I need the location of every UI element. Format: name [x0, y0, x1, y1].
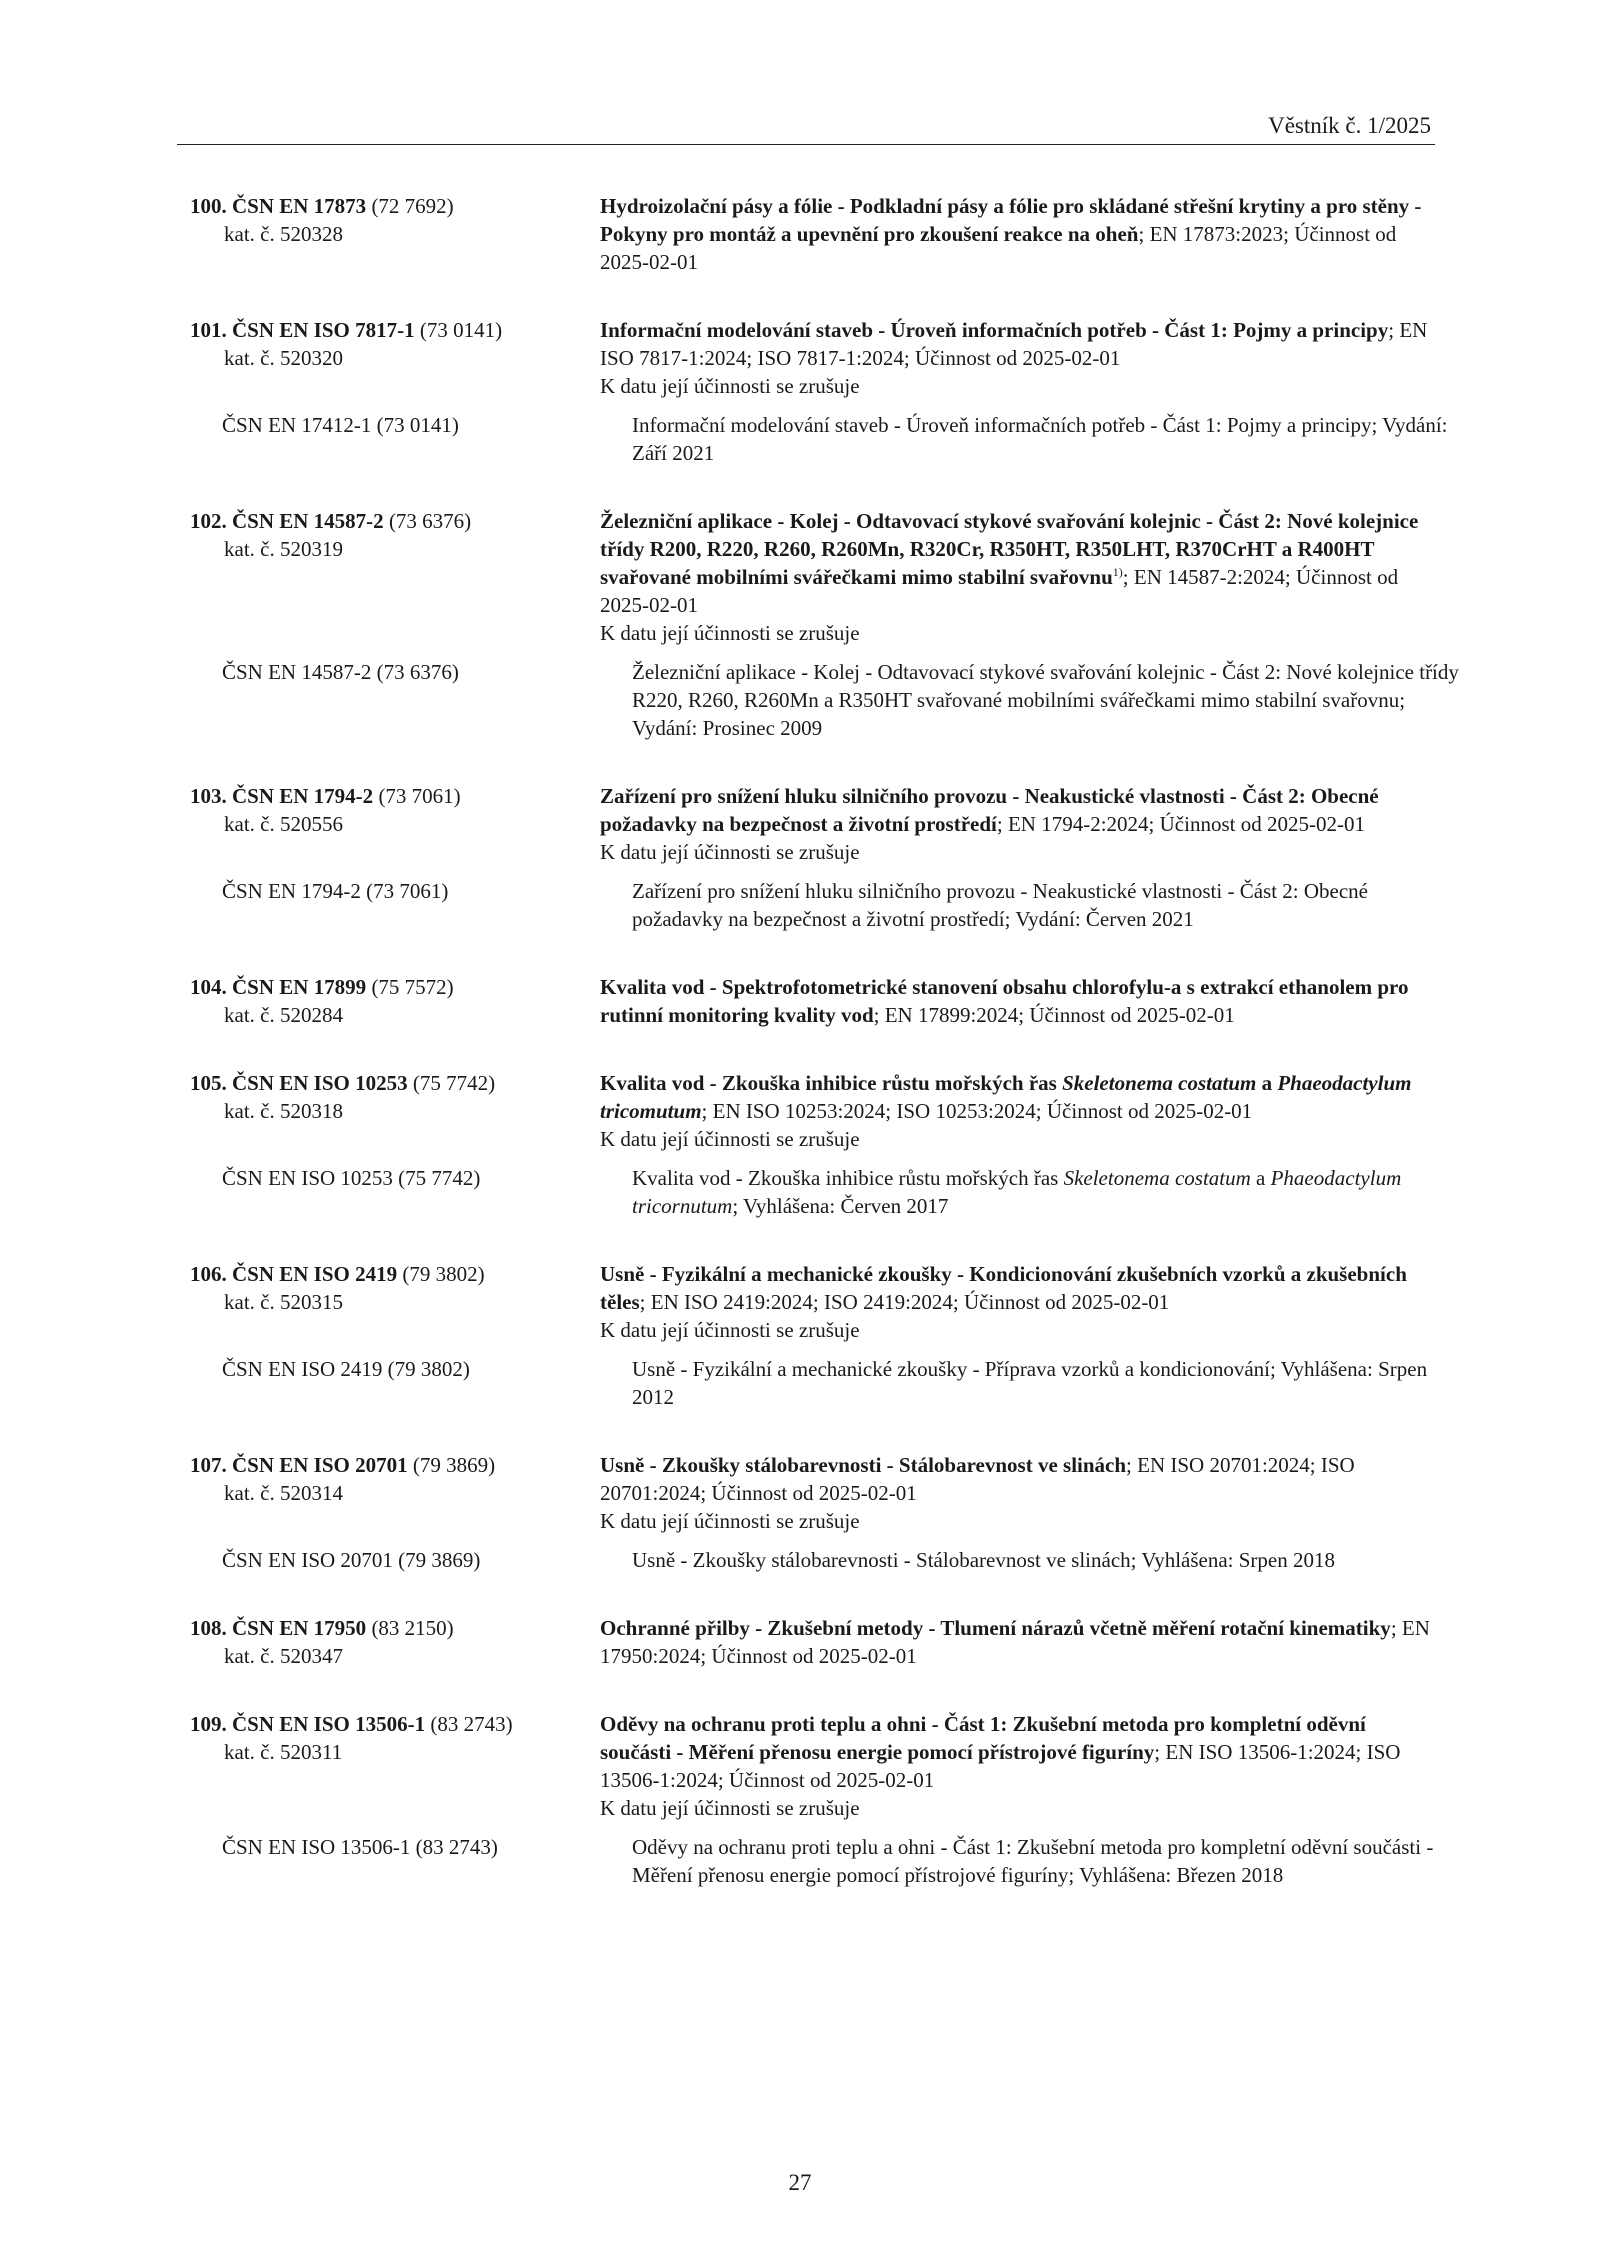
- text-part: ; Vyhlášena: Červen 2017: [732, 1194, 949, 1218]
- standard-entry-100: [0, 192, 1600, 276]
- replaced-code: ČSN EN 14587-2 (73 6376): [222, 660, 459, 684]
- species-name: Skeletonema costatum: [1062, 1071, 1257, 1095]
- standard-details: ; EN ISO 13506-1:2024; ISO 13506-1:2024; Účinnost od 2025-02-01: [600, 1740, 1401, 1792]
- cancellation-note: K datu její účinnosti se zrušuje: [600, 1509, 860, 1533]
- replaced-text: Oděvy na ochranu proti teplu a ohni - Část 1: Zkušební metoda pro kompletní oděvní součásti - Měření přenosu energie pomocí přístrojové figuríny; Vyhlášena: Březen 2018: [632, 1835, 1434, 1887]
- footnote-mark: 1): [1112, 565, 1123, 579]
- entry-number: 103.: [190, 784, 227, 808]
- standard-code: ČSN EN 14587-2: [232, 509, 384, 533]
- replaced-code: ČSN EN ISO 2419 (79 3802): [222, 1357, 470, 1381]
- standard-entry-102: [0, 507, 1600, 742]
- standard-code: ČSN EN 17899: [232, 975, 367, 999]
- standard-details: ; EN 17950:2024; Účinnost od 2025-02-01: [600, 1616, 1430, 1668]
- cancellation-note: K datu její účinnosti se zrušuje: [600, 1318, 860, 1342]
- standard-entry-103: [0, 782, 1600, 933]
- standard-code: ČSN EN ISO 13506-1: [232, 1712, 426, 1736]
- replaced-standard: [0, 1355, 1600, 1411]
- standard-entry-105: [0, 1069, 1600, 1220]
- cancellation-note: K datu její účinnosti se zrušuje: [600, 374, 860, 398]
- catalog-number: kat. č. 520320: [224, 346, 343, 370]
- standard-details: ; EN ISO 10253:2024; ISO 10253:2024; Účinnost od 2025-02-01: [701, 1099, 1253, 1123]
- standard-title: Ochranné přilby - Zkušební metody - Tlumení nárazů včetně měření rotační kinematiky: [600, 1616, 1391, 1640]
- replaced-standard: [0, 411, 1600, 467]
- journal-title: Věstník č. 1/2025: [1268, 113, 1431, 138]
- standard-title: Hydroizolační pásy a fólie - Podkladní pásy a fólie pro skládané střešní krytiny a pro stěny - Pokyny pro montáž a upevnění pro zkoušení reakce na oheň: [600, 194, 1422, 246]
- standard-code: ČSN EN ISO 2419: [232, 1262, 398, 1286]
- replaced-text: Zařízení pro snížení hluku silničního provozu - Neakustické vlastnosti - Část 2: Obecné požadavky na bezpečnost a životní prostředí; Vydání: Červen 2021: [632, 879, 1368, 931]
- catalog-number: kat. č. 520315: [224, 1290, 343, 1314]
- replaced-code: ČSN EN 1794-2 (73 7061): [222, 879, 449, 903]
- standard-entry-101: [0, 316, 1600, 467]
- standard-entry-108: [0, 1614, 1600, 1670]
- standard-title: Informační modelování staveb - Úroveň informačních potřeb - Část 1: Pojmy a principy: [600, 318, 1389, 342]
- catalog-number: kat. č. 520319: [224, 537, 343, 561]
- standard-title: Kvalita vod - Spektrofotometrické stanovení obsahu chlorofylu-a s extrakcí ethanolem pro rutinní monitoring kvality vod: [600, 975, 1409, 1027]
- text-part: a: [1250, 1166, 1271, 1190]
- standard-code: ČSN EN ISO 10253: [232, 1071, 408, 1095]
- entry-number: 107.: [190, 1453, 227, 1477]
- standard-code: ČSN EN ISO 20701: [232, 1453, 408, 1477]
- standard-details: ; EN 17873:2023; Účinnost od 2025-02-01: [600, 222, 1397, 274]
- replaced-standard: [0, 877, 1600, 933]
- standard-code: ČSN EN 17873: [232, 194, 367, 218]
- standard-details: ; EN ISO 7817-1:2024; ISO 7817-1:2024; Účinnost od 2025-02-01: [600, 318, 1428, 370]
- classification-code: (83 2743): [430, 1712, 513, 1736]
- catalog-number: kat. č. 520347: [224, 1644, 343, 1668]
- species-name: Phaeodactylum tricornutum: [632, 1166, 1402, 1218]
- replaced-standard: [0, 1546, 1600, 1574]
- standard-code: ČSN EN 17950: [232, 1616, 367, 1640]
- replaced-text: Informační modelování staveb - Úroveň informačních potřeb - Část 1: Pojmy a principy; Vydání: Září 2021: [632, 413, 1448, 465]
- replaced-code: ČSN EN ISO 20701 (79 3869): [222, 1548, 481, 1572]
- replaced-code: ČSN EN 17412-1 (73 0141): [222, 413, 459, 437]
- standards-list: [0, 192, 1600, 1889]
- species-name: Phaeodactylum tricomutum: [600, 1071, 1412, 1123]
- replaced-text: [632, 1164, 1462, 1220]
- standard-title: Oděvy na ochranu proti teplu a ohni - Část 1: Zkušební metoda pro kompletní oděvní součásti - Měření přenosu energie pomocí přístrojové figuríny: [600, 1712, 1366, 1764]
- standard-entry-107: [0, 1451, 1600, 1574]
- cancellation-note: K datu její účinnosti se zrušuje: [600, 1127, 860, 1151]
- classification-code: (73 6376): [388, 509, 472, 533]
- catalog-number: kat. č. 520311: [224, 1740, 343, 1764]
- standard-details: ; EN 14587-2:2024; Účinnost od 2025-02-01: [600, 565, 1399, 617]
- standard-entry-104: [0, 973, 1600, 1029]
- standard-title: Usně - Zkoušky stálobarevnosti - Stálobarevnost ve slinách: [600, 1453, 1127, 1477]
- catalog-number: kat. č. 520284: [224, 1003, 343, 1027]
- standard-code: ČSN EN 1794-2: [232, 784, 374, 808]
- entry-number: 106.: [190, 1262, 227, 1286]
- classification-code: (73 0141): [419, 318, 503, 342]
- standard-title: Usně - Fyzikální a mechanické zkoušky - Kondicionování zkušebních vzorků a zkušebních těles: [600, 1262, 1407, 1314]
- standard-details: ; EN ISO 2419:2024; ISO 2419:2024; Účinnost od 2025-02-01: [639, 1290, 1170, 1314]
- catalog-number: kat. č. 520556: [224, 812, 343, 836]
- catalog-number: kat. č. 520314: [224, 1481, 343, 1505]
- classification-code: (73 7061): [378, 784, 461, 808]
- entry-number: 101.: [190, 318, 227, 342]
- entry-number: 108.: [190, 1616, 227, 1640]
- entry-number: 102.: [190, 509, 227, 533]
- cancellation-note: K datu její účinnosti se zrušuje: [600, 1796, 860, 1820]
- replaced-text: Železniční aplikace - Kolej - Odtavovací stykové svařování kolejnic - Část 2: Nové kolejnice třídy R220, R260, R260Mn a R350HT svařované mobilními svářečkami mimo stabilní svařovnu; Vydání: Prosinec 2009: [632, 660, 1459, 740]
- standard-entry-109: [0, 1710, 1600, 1889]
- text-part: Kvalita vod - Zkouška inhibice růstu mořských řas: [632, 1166, 1064, 1190]
- classification-code: (79 3802): [402, 1262, 485, 1286]
- standard-title: Zařízení pro snížení hluku silničního provozu - Neakustické vlastnosti - Část 2: Obecné požadavky na bezpečnost a životní prostředí: [600, 784, 1379, 836]
- entry-number: 109.: [190, 1712, 227, 1736]
- replaced-standard: [0, 658, 1600, 742]
- standard-details: ; EN ISO 20701:2024; ISO 20701:2024; Účinnost od 2025-02-01: [600, 1453, 1355, 1505]
- species-name: Skeletonema costatum: [1063, 1166, 1251, 1190]
- page-number: 27: [788, 2170, 812, 2195]
- entry-number: 104.: [190, 975, 227, 999]
- catalog-number: kat. č. 520318: [224, 1099, 343, 1123]
- classification-code: (75 7572): [371, 975, 454, 999]
- classification-code: (79 3869): [412, 1453, 496, 1477]
- title-part: Kvalita vod - Zkouška inhibice růstu mořských řas: [600, 1071, 1063, 1095]
- title-part: a: [1256, 1071, 1278, 1095]
- cancellation-note: K datu její účinnosti se zrušuje: [600, 840, 860, 864]
- replaced-standard: [0, 1164, 1600, 1220]
- standard-details: ; EN 1794-2:2024; Účinnost od 2025-02-01: [996, 812, 1365, 836]
- cancellation-note: K datu její účinnosti se zrušuje: [600, 621, 860, 645]
- classification-code: (72 7692): [371, 194, 454, 218]
- replaced-code: ČSN EN ISO 13506-1 (83 2743): [222, 1835, 498, 1859]
- standard-entry-106: [0, 1260, 1600, 1411]
- page-header: [177, 112, 1435, 145]
- replaced-standard: [0, 1833, 1600, 1889]
- entry-number: 100.: [190, 194, 227, 218]
- standard-details: ; EN 17899:2024; Účinnost od 2025-02-01: [873, 1003, 1235, 1027]
- replaced-text: Usně - Fyzikální a mechanické zkoušky - Příprava vzorků a kondicionování; Vyhlášena: Srpen 2012: [632, 1357, 1428, 1409]
- replaced-code: ČSN EN ISO 10253 (75 7742): [222, 1166, 481, 1190]
- standard-code: ČSN EN ISO 7817-1: [232, 318, 415, 342]
- catalog-number: kat. č. 520328: [224, 222, 343, 246]
- classification-code: (83 2150): [371, 1616, 454, 1640]
- standard-title: Železniční aplikace - Kolej - Odtavovací stykové svařování kolejnic - Část 2: Nové kolejnice třídy R200, R220, R260, R260Mn, R320Cr, R350HT, R350LHT, R370CrHT a R400HT svařované mobilními svářečkami mimo stabilní svařovnu: [600, 509, 1419, 589]
- entry-number: 105.: [190, 1071, 227, 1095]
- replaced-text: Usně - Zkoušky stálobarevnosti - Stálobarevnost ve slinách; Vyhlášena: Srpen 2018: [632, 1548, 1335, 1572]
- classification-code: (75 7742): [412, 1071, 496, 1095]
